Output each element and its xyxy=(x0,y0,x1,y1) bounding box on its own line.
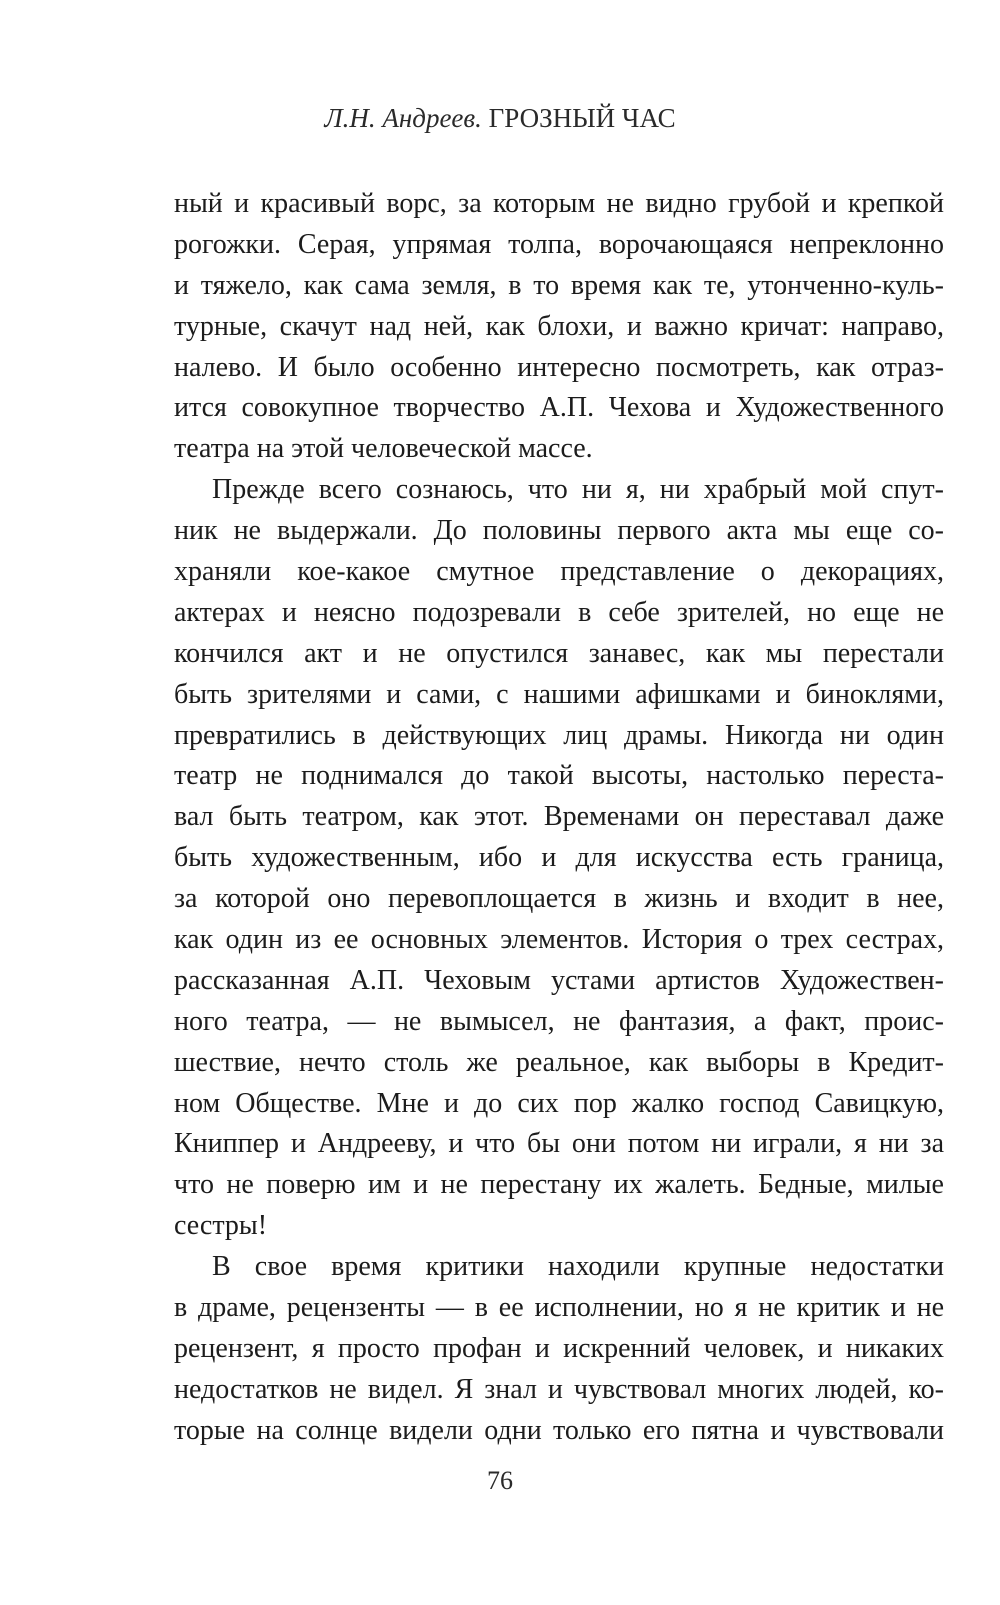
text-line: рецензент, я просто профан и искренний человек, и никаких xyxy=(174,1332,944,1364)
paragraph-2 xyxy=(174,470,944,1247)
text-line: рогожки. Серая, упрямая толпа, ворочающаяся непреклонно xyxy=(174,228,944,260)
text-line: ного театра, — не вымысел, не фантазия, а факт, проис- xyxy=(174,1005,944,1037)
paragraph-3 xyxy=(174,1247,944,1451)
text-line: в драме, рецензенты — в ее исполнении, но я не критик и не xyxy=(174,1292,944,1324)
text-line: рассказанная А.П. Чеховым устами артистов Художествен- xyxy=(174,964,944,996)
text-line: сестры! xyxy=(174,1210,268,1242)
text-line: храняли кое-какое смутное представление о декорациях, xyxy=(174,556,944,588)
text-line: Книппер и Андрееву, и что бы они потом ни играли, я ни за xyxy=(174,1128,944,1160)
running-head-author: Л.Н. Андреев. xyxy=(324,103,482,133)
text-line: театр не поднимался до такой высоты, настолько переста- xyxy=(174,760,944,792)
text-line: быть художественным, ибо и для искусства есть граница, xyxy=(174,842,944,874)
text-line: ный и красивый ворс, за которым не видно грубой и крепкой xyxy=(174,188,944,219)
text-line: что не поверю им и не перестану их жалеть. Бедные, милые xyxy=(174,1169,944,1201)
text-line: и тяжело, как сама земля, в то время как те, утонченно-куль- xyxy=(174,269,944,301)
text-line: Прежде всего сознаюсь, что ни я, ни храбрый мой спут- xyxy=(212,474,944,506)
text-line: как один из ее основных элементов. История о трех сестрах, xyxy=(174,924,944,956)
paragraph-1 xyxy=(174,184,944,470)
page-number: 76 xyxy=(487,1466,513,1495)
text-line: актерах и неясно подозревали в себе зрителей, но еще не xyxy=(174,596,944,628)
text-line: ник не выдержали. До половины первого акта мы еще со- xyxy=(174,515,944,547)
text-line: ном Обществе. Мне и до сих пор жалко господ Савицкую, xyxy=(174,1087,944,1119)
text-line: кончился акт и не опустился занавес, как мы перестали xyxy=(174,637,944,669)
running-head-title: ГРОЗНЫЙ ЧАС xyxy=(488,103,676,133)
body-text xyxy=(174,184,944,1452)
text-line: превратились в действующих лиц драмы. Никогда ни один xyxy=(174,719,944,751)
running-head xyxy=(0,100,1000,136)
text-line: быть зрителями и сами, с нашими афишками и биноклями, xyxy=(174,678,944,710)
text-line: налево. И было особенно интересно посмотреть, как отраз- xyxy=(174,351,944,383)
text-line: В свое время критики находили крупные недостатки xyxy=(212,1251,944,1283)
text-line: за которой оно перевоплощается в жизнь и входит в нее, xyxy=(174,883,944,915)
text-line: шествие, нечто столь же реальное, как выборы в Кредит- xyxy=(174,1046,944,1078)
text-line: недостатков не видел. Я знал и чувствовал многих людей, ко- xyxy=(174,1373,944,1405)
text-line: турные, скачут над ней, как блохи, и важно кричат: направо, xyxy=(174,310,944,342)
text-line: торые на солнце видели одни только его пятна и чувствовали xyxy=(174,1414,944,1446)
text-line: театра на этой человеческой массе. xyxy=(174,433,593,465)
text-line: ится совокупное творчество А.П. Чехова и Художественного xyxy=(174,392,944,424)
text-line: вал быть театром, как этот. Временами он переставал даже xyxy=(174,801,944,833)
